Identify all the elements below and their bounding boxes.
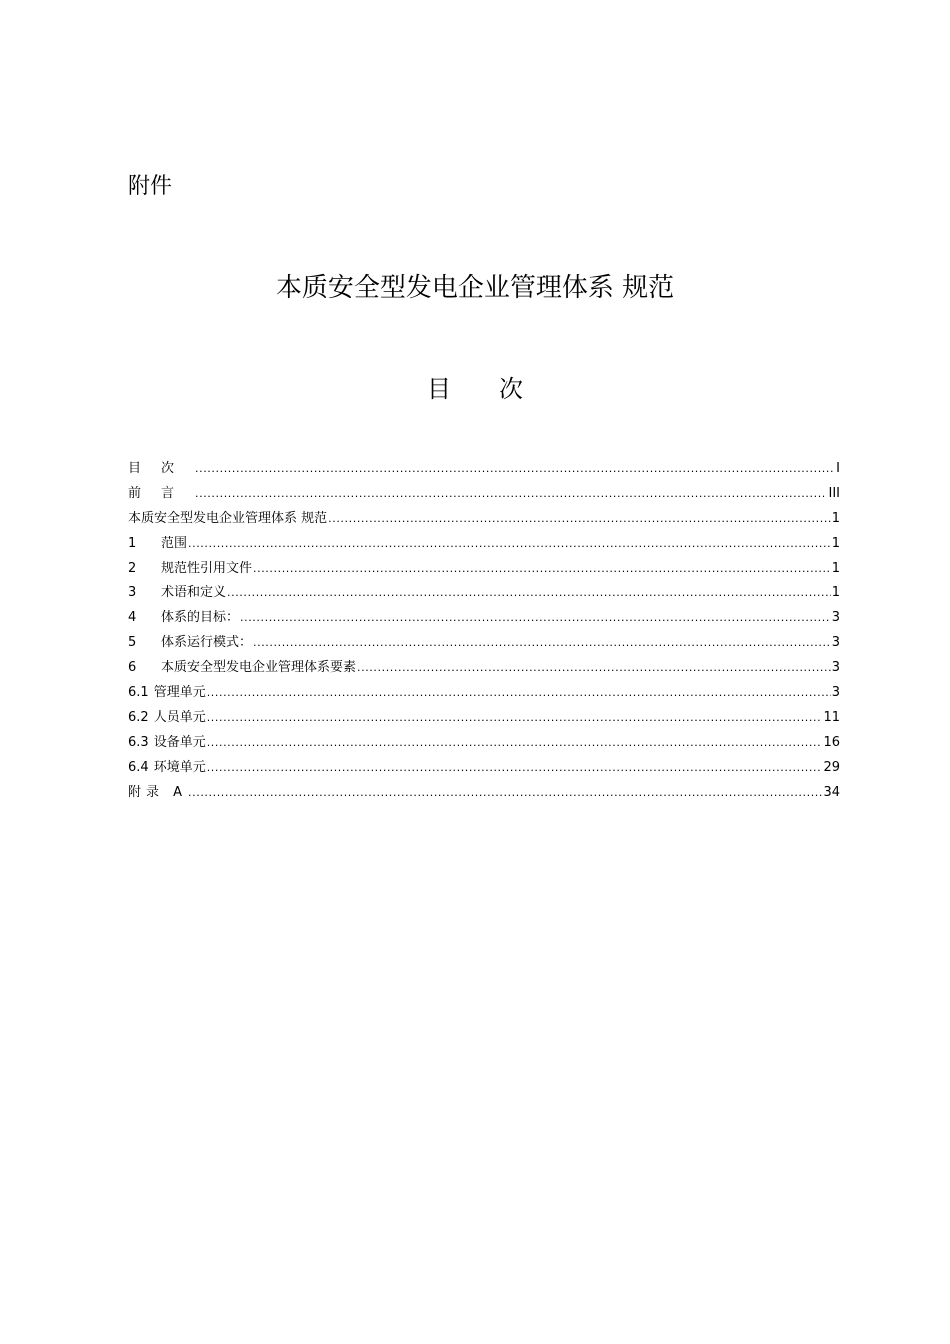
toc-entry-label: 体系运行模式：: [161, 635, 253, 651]
toc-entry-foreword[interactable]: [128, 484, 840, 509]
toc-entry-label: 前言: [128, 485, 195, 501]
toc-leader-dots: [188, 783, 822, 803]
toc-entry-page: 29: [823, 759, 840, 775]
toc-entry-contents[interactable]: [128, 459, 840, 484]
toc-entry-terms-definitions[interactable]: [128, 583, 840, 608]
toc-entry-page: 1: [831, 510, 840, 526]
toc-leader-dots: [188, 534, 831, 554]
toc-entry-page: 11: [823, 709, 840, 725]
toc-entry-label: 附录 A: [128, 784, 188, 800]
toc-entry-number: 3: [128, 585, 137, 601]
toc-entry-label: 范围: [161, 535, 188, 551]
toc-leader-dots: [253, 559, 831, 579]
toc-entry-personnel-unit[interactable]: [128, 708, 840, 733]
toc-entry-label: 环境单元: [153, 759, 206, 775]
toc-leader-dots: [207, 683, 831, 703]
toc-leader-dots: [207, 708, 823, 728]
toc-entry-page: 1: [831, 535, 840, 551]
toc-entry-label: 体系的目标：: [161, 610, 240, 626]
toc-entry-number: 4: [128, 610, 137, 626]
toc-entry-number: 5: [128, 635, 137, 651]
toc-entry-label: 管理单元: [153, 685, 206, 701]
toc-entry-label: 规范性引用文件: [161, 560, 253, 576]
toc-entry-page: 16: [823, 734, 840, 750]
toc-entry-scope[interactable]: [128, 534, 840, 559]
toc-entry-page: I: [836, 461, 840, 476]
toc-leader-dots: [328, 509, 831, 529]
toc-entry-system-goals[interactable]: [128, 608, 840, 633]
toc-entry-page: 3: [831, 610, 840, 626]
toc-leader-dots: [227, 583, 831, 603]
toc-leader-dots: [195, 459, 835, 479]
document-title: 本质安全型发电企业管理体系 规范: [275, 273, 675, 303]
toc-entry-standard-title[interactable]: [128, 509, 840, 534]
toc-entry-appendix-a[interactable]: [128, 783, 840, 808]
toc-entry-label: 本质安全型发电企业管理体系 规范: [128, 510, 328, 526]
attachment-label: 附件: [128, 174, 173, 199]
toc-leader-dots: [207, 733, 823, 753]
toc-entry-number: 6.4: [128, 759, 149, 775]
toc-entry-normative-references[interactable]: [128, 559, 840, 584]
toc-leader-dots: [207, 758, 823, 778]
toc-entry-number: 1: [128, 535, 137, 551]
toc-entry-page: 3: [831, 635, 840, 651]
toc-entry-page: 3: [831, 685, 840, 701]
toc-entry-management-unit[interactable]: [128, 683, 840, 708]
toc-entry-label: 本质安全型发电企业管理体系要素: [161, 660, 357, 676]
toc-entry-page: 1: [831, 560, 840, 576]
toc-entry-operation-mode[interactable]: [128, 633, 840, 658]
toc-entry-equipment-unit[interactable]: [128, 733, 840, 758]
toc-entry-label: 设备单元: [153, 734, 206, 750]
toc-entry-page: 1: [831, 585, 840, 601]
table-of-contents: [128, 459, 840, 807]
toc-leader-dots: [357, 658, 831, 678]
toc-entry-number: 6: [128, 660, 137, 676]
toc-leader-dots: [195, 484, 827, 504]
toc-entry-system-elements[interactable]: [128, 658, 840, 683]
toc-entry-number: 2: [128, 560, 137, 576]
toc-entry-page: 34: [823, 784, 840, 800]
toc-leader-dots: [253, 633, 831, 653]
toc-entry-label: 人员单元: [153, 709, 206, 725]
toc-entry-environment-unit[interactable]: [128, 758, 840, 783]
toc-heading: 目次: [427, 375, 571, 403]
toc-entry-number: 6.2: [128, 709, 149, 725]
toc-entry-number: 6.1: [128, 685, 149, 701]
toc-entry-label: 目次: [128, 461, 195, 476]
toc-entry-label: 术语和定义: [161, 585, 227, 601]
toc-entry-page: 3: [831, 660, 840, 676]
toc-entry-number: 6.3: [128, 734, 149, 750]
toc-entry-page: III: [828, 485, 840, 501]
toc-leader-dots: [240, 608, 831, 628]
